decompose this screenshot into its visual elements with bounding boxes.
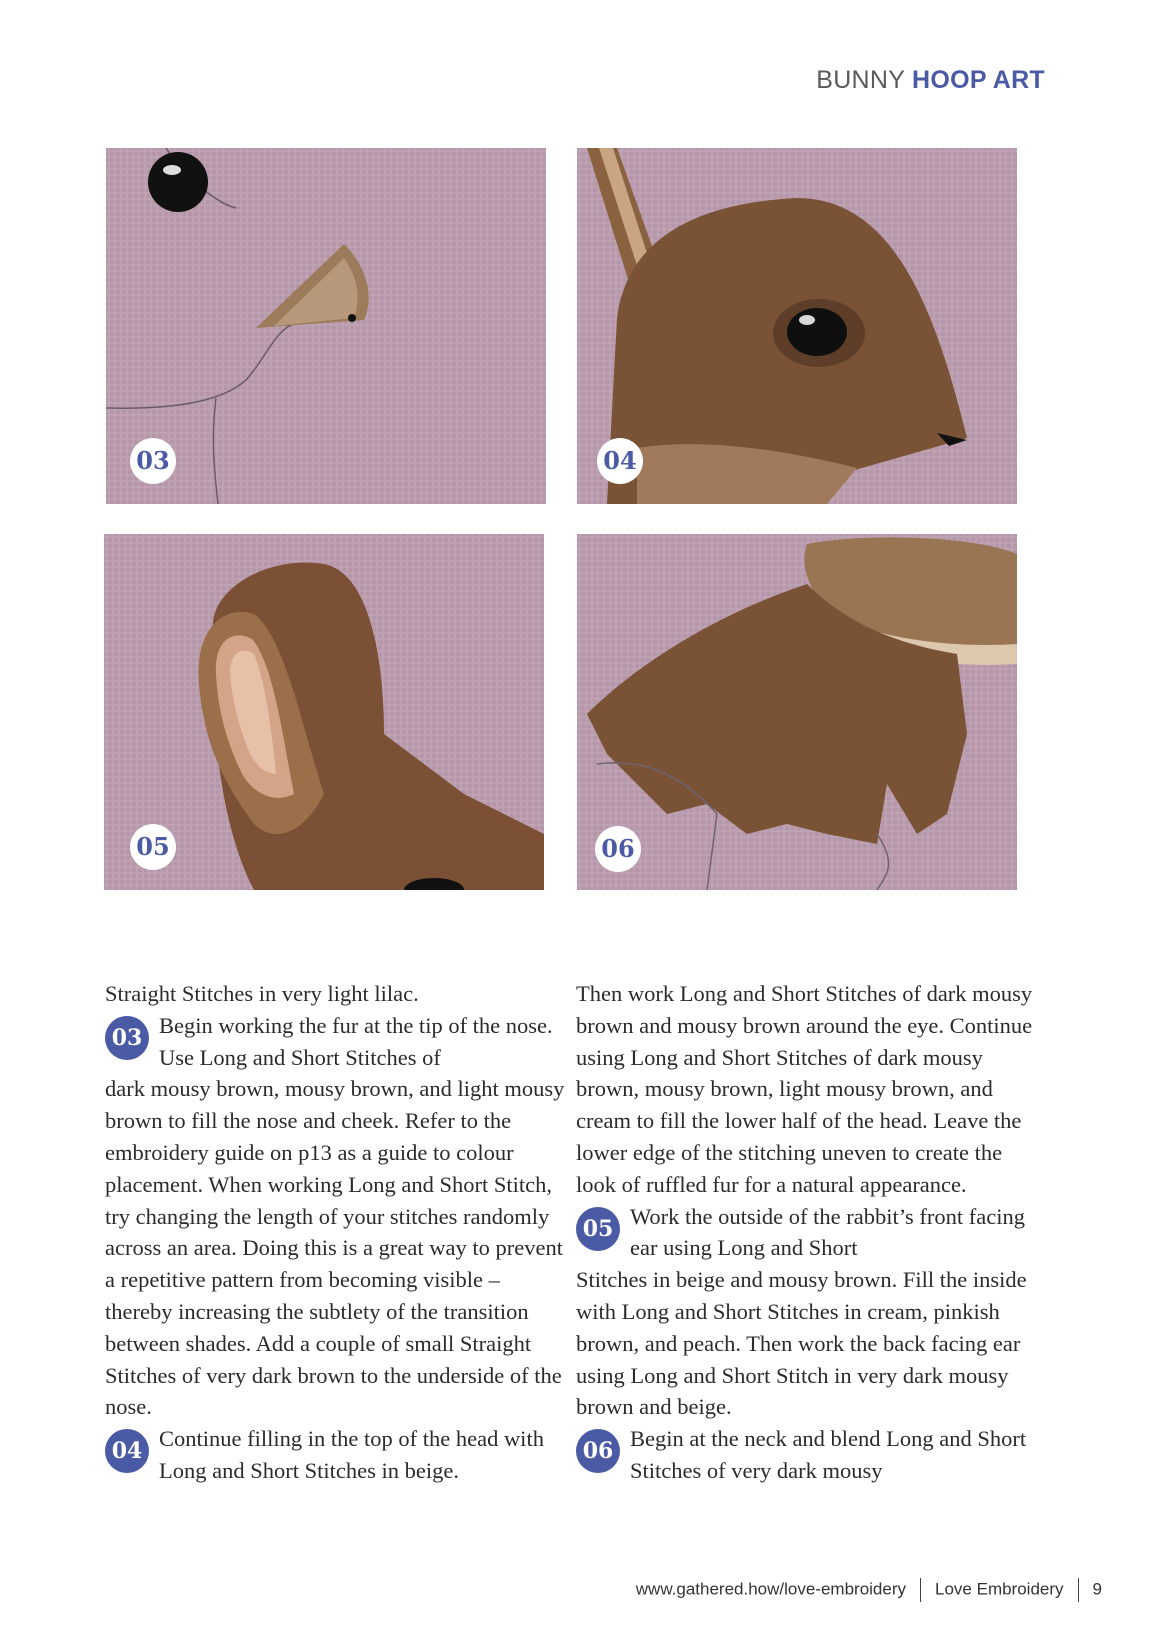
step-06	[576, 1423, 1036, 1487]
header-series: BUNNY	[816, 66, 905, 94]
step-03	[105, 1010, 565, 1423]
photo-step-03	[106, 148, 546, 504]
footer-divider	[920, 1578, 921, 1602]
photo-badge: 04	[597, 438, 643, 484]
photo-badge: 06	[595, 826, 641, 872]
step-number: 03	[105, 1016, 149, 1060]
footer-divider	[1078, 1578, 1079, 1602]
step-04	[105, 1423, 565, 1487]
step-text-rest: Stitches in beige and mousy brown. Fill the inside with Long and Short Stitches in cream, pinkish brown, and peach. Then work the back facing ear using Long and Short Stitch in very dark mousy brown and beige.	[576, 1267, 1027, 1420]
page-header	[816, 66, 1045, 95]
photo-step-04	[577, 148, 1017, 504]
step-text-first: Continue filling in the top of the head with Long and Short Stitches in beige.	[159, 1426, 544, 1483]
intro-text: Then work Long and Short Stitches of dark mousy brown and mousy brown around the eye. Continue using Long and Short Stitches of dark mousy brown, mousy brown, light mousy brown, and cream to fill the lower half of the head. Leave the lower edge of the stitching uneven to create the look of ruffled fur for a natural appearance.	[576, 981, 1033, 1197]
photo-badge: 03	[130, 438, 176, 484]
photo-badge: 05	[130, 824, 176, 870]
step-number: 05	[576, 1207, 620, 1251]
step-number: 04	[105, 1429, 149, 1473]
step-text-first: Begin at the neck and blend Long and Short Stitches of very dark mousy	[630, 1426, 1027, 1483]
step-text-first: Begin working the fur at the tip of the nose. Use Long and Short Stitches of	[159, 1012, 553, 1070]
step-05	[576, 1201, 1036, 1424]
footer-magazine: Love Embroidery	[935, 1579, 1064, 1599]
photo-step-06	[577, 534, 1017, 890]
photo-step-05	[104, 534, 544, 890]
step-text-rest: dark mousy brown, mousy brown, and light mousy brown to fill the nose and cheek. Refer to the embroidery guide on p13 as a guide to colour placement. When working Long and Short Stitch, try changing the length of your stitches randomly across an area. Doing this is a great way to prevent a repetitive pattern from becoming visible – thereby increasing the subtlety of the transition between shades. Add a couple of small Straight Stitches of very dark brown to the underside of the nose.	[105, 1076, 565, 1420]
footer-url[interactable]: www.gathered.how/love-embroidery	[635, 1579, 907, 1599]
page-footer	[582, 1578, 1102, 1602]
left-column	[105, 978, 565, 1487]
step-text-first: Work the outside of the rabbit’s front facing ear using Long and Short	[630, 1203, 1025, 1261]
header-title: HOOP ART	[912, 66, 1045, 94]
intro-text: Straight Stitches in very light lilac.	[105, 981, 419, 1006]
page-number: 9	[1092, 1579, 1102, 1599]
right-column	[576, 978, 1036, 1487]
step-number: 06	[576, 1429, 620, 1473]
